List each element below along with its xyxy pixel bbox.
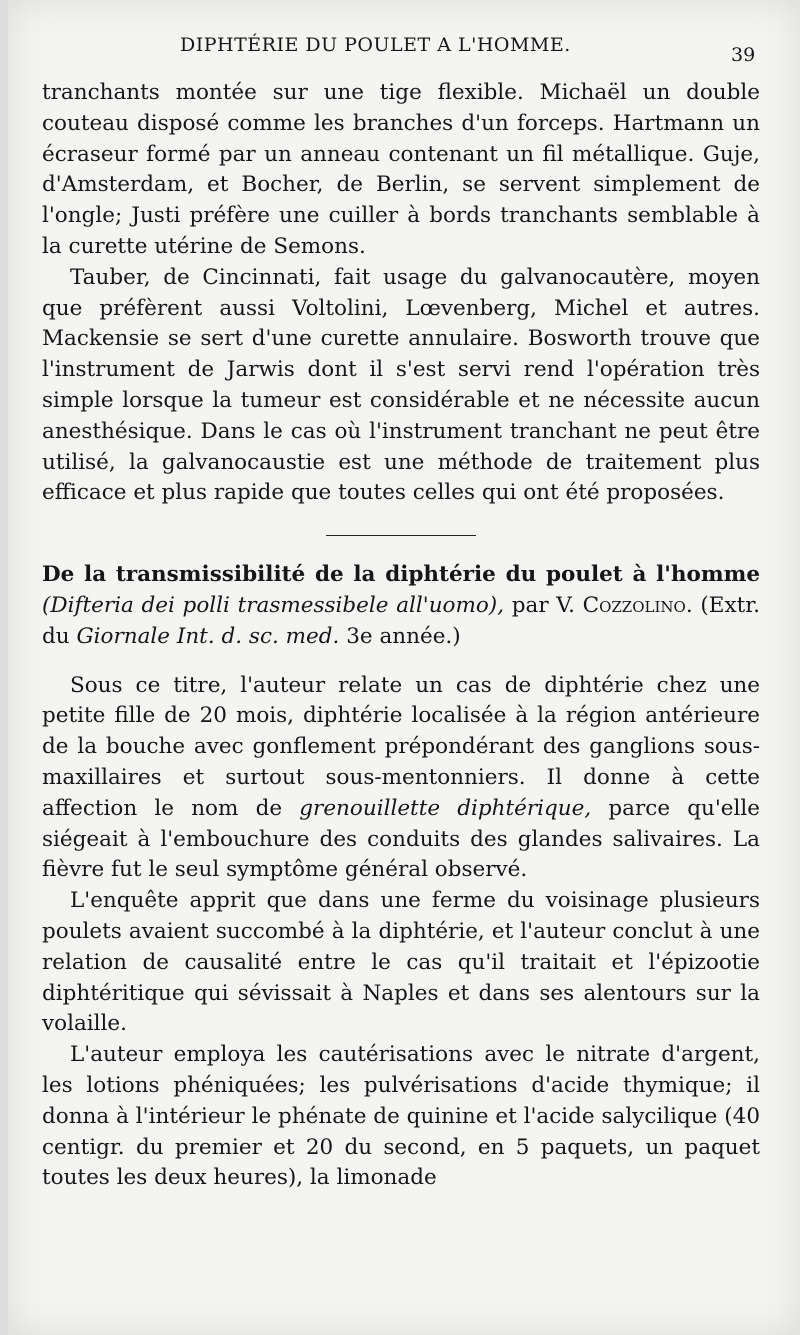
book-page (8, 0, 800, 1335)
article-paragraph-2: L'enquête apprit que dans une ferme du voisinage plusieurs poulets avaient succombé à la diphtérie, et l'auteur conclut à une relation de causalité entre le cas qu'il traitait et l'épizootie diphtéritique qui sévissait à Naples et dans ses alentours sur la volaille. (42, 888, 760, 1037)
article-source-prefix: (Extr. du (42, 592, 760, 649)
article-heading (42, 560, 760, 652)
paragraph-continued: tranchants montée sur une tige flexible. Michaël un double couteau disposé comme les branches d'un forceps. Hartmann un écraseur formé par un anneau contenant un fil métallique. Guje, d'Amsterdam, et Bocher, de Berlin, se servent simplement de l'ongle; Justi préfère une cuiller à bords tranchants semblable à la curette utérine de Semons. (42, 80, 760, 259)
article-source-suffix: 3e année.) (346, 623, 461, 649)
article-title: De la transmissibilité de la diphtérie du poulet à l'homme (42, 562, 760, 588)
article-paragraph-3: L'auteur employa les cautérisations avec le nitrate d'argent, les lotions phéniquées; les pulvérisations d'acide thymique; il donna à l'intérieur le phénate de quinine et l'acide salycilique (40 centigr. du premier et 20 du second, en 5 paquets, un paquet toutes les deux heures), la limonade (42, 1042, 760, 1191)
page-number: 39 (731, 44, 756, 66)
article-paragraph-1-end: parce qu'elle siégeait à l'embouchure des conduits des glandes salivaires. La fièvre fut le seul symptôme général observé. (42, 795, 760, 883)
article-journal: Giornale Int. d. sc. med. (76, 623, 340, 649)
article-author: Cozzolino. (582, 592, 693, 618)
running-head-title: DIPHTÉRIE DU POULET A L'HOMME. (180, 34, 571, 56)
running-head (8, 30, 800, 66)
article-by: par V. (511, 592, 575, 618)
article-paragraph-1-text: Sous ce titre, l'auteur relate un cas de diphtérie chez une petite fille de 20 mois, diphtérie localisée à la région antérieure de la bouche avec gonflement prépondérant des ganglions sous-maxillaires et surtout sous-mentonniers. Il donne à cette affection le nom de (42, 672, 760, 821)
article-paragraph-1 (42, 671, 760, 887)
section-divider (326, 535, 476, 536)
paragraph-galvanocautere: Tauber, de Cincinnati, fait usage du galvanocautère, moyen que préfèrent aussi Voltolini, Lœvenberg, Michel et autres. Mackensie se sert d'une curette annulaire. Bosworth trouve que l'instrument de Jarwis dont il s'est servi rend l'opération très simple lorsque la tumeur est considérable et ne nécessite aucun anesthésique. Dans le cas où l'instrument tranchant ne peut être utilisé, la galvanocaustie est une méthode de traitement plus efficace et plus rapide que toutes celles qui ont été proposées. (42, 264, 760, 506)
article-italian-title: (Difteria dei polli trasmessibele all'uomo), (42, 592, 505, 618)
article-term-grenouillette: grenouillette diphtérique, (299, 795, 592, 821)
text-body (42, 78, 760, 1194)
